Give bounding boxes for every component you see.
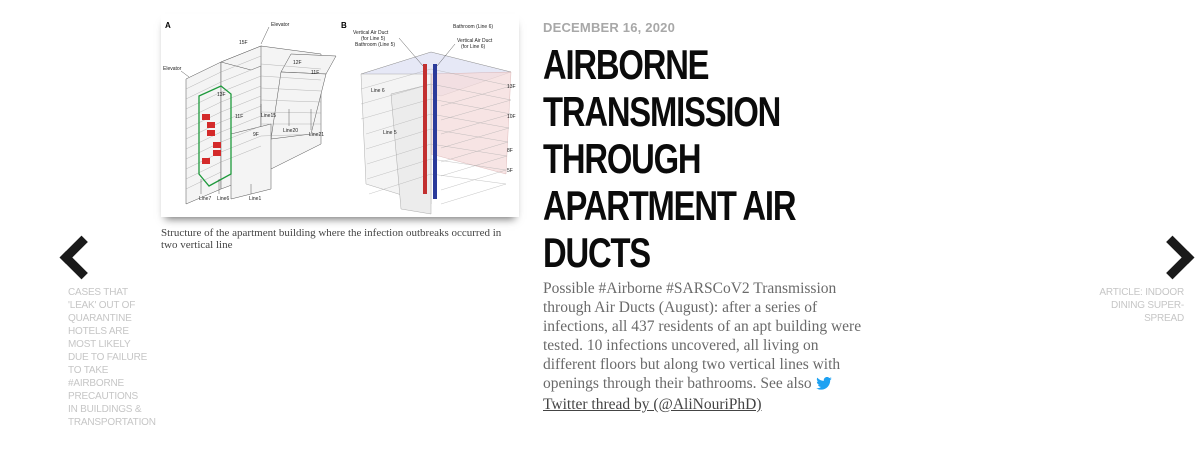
label-line15: Line15 xyxy=(261,113,277,119)
label-vad6: Vertical Air Duct xyxy=(457,38,493,44)
label-vad5: Vertical Air Duct xyxy=(353,30,389,36)
label-bath6: Bathroom (Line 6) xyxy=(453,24,494,30)
post-body-text: Possible #Airborne #SARSCoV2 Transmission through Air Ducts (August): after a series of infections, all 437 residents of an apt building were tested. 10 infections uncovered, all living on different floors but along two vertical lines with openings through their bathrooms. See also xyxy=(543,280,862,392)
previous-post-title[interactable]: CASES THAT 'LEAK' OUT OF QUARANTINE HOTELS ARE MOST LIKELY DUE TO FAILURE TO TAKE #AIRBORNE PRECAUTIONS IN BUILDINGS & TRANSPORTATION xyxy=(68,287,156,428)
label-elevator-top: Elevator xyxy=(271,22,290,28)
label-line1: Line1 xyxy=(249,196,262,202)
label-13f: 13F xyxy=(217,92,226,98)
label-vad5-sub: (for Line 5) xyxy=(361,36,386,42)
label-b-line5: Line 5 xyxy=(383,130,397,136)
chevron-right-icon[interactable] xyxy=(1151,236,1195,280)
label-9f: 9F xyxy=(253,132,259,138)
article-figure xyxy=(161,14,519,251)
twitter-thread-link[interactable]: Twitter thread by (@AliNouriPhD) xyxy=(543,396,762,413)
air-duct-line-6 xyxy=(433,64,437,199)
label-line21: Line21 xyxy=(309,132,325,138)
post-body xyxy=(543,279,868,414)
next-post-title[interactable]: ARTICLE: INDOOR DINING SUPER-SPREAD xyxy=(1099,287,1184,324)
label-12f: 12F xyxy=(293,60,302,66)
label-line7: Line7 xyxy=(199,196,212,202)
air-duct-line-5 xyxy=(423,64,427,194)
chevron-left-icon[interactable] xyxy=(60,236,104,280)
post-date: DECEMBER 16, 2020 xyxy=(543,20,676,35)
label-line20: Line20 xyxy=(283,128,299,134)
label-bath5: Bathroom (Line 5) xyxy=(355,42,396,48)
label-elevator-left: Elevator xyxy=(163,66,182,72)
label-b-8f: 8F xyxy=(507,148,513,154)
label-vad6-sub: (for Line 6) xyxy=(461,44,486,50)
label-15f: 15F xyxy=(239,40,248,46)
diagram-svg xyxy=(161,14,519,217)
label-11f-b: 11F xyxy=(235,114,244,120)
label-b-10f: 10F xyxy=(507,114,516,120)
panel-b-label: B xyxy=(341,21,347,30)
label-11f: 11F xyxy=(311,70,320,76)
panel-a-label: A xyxy=(165,21,171,30)
figure-caption: Structure of the apartment building where the infection outbreaks occurred in two vertical line xyxy=(161,227,502,251)
article xyxy=(543,20,873,413)
post-title: AIRBORNE TRANSMISSION THROUGH APARTMENT AIR DUCTS xyxy=(543,41,796,276)
label-b-line6: Line 6 xyxy=(371,88,385,94)
label-line6: Line6 xyxy=(217,196,230,202)
label-b-13f: 13F xyxy=(507,84,516,90)
label-b-5f: 5F xyxy=(507,168,513,174)
twitter-bird-icon[interactable] xyxy=(816,376,832,395)
building-structure-diagram xyxy=(161,14,519,217)
